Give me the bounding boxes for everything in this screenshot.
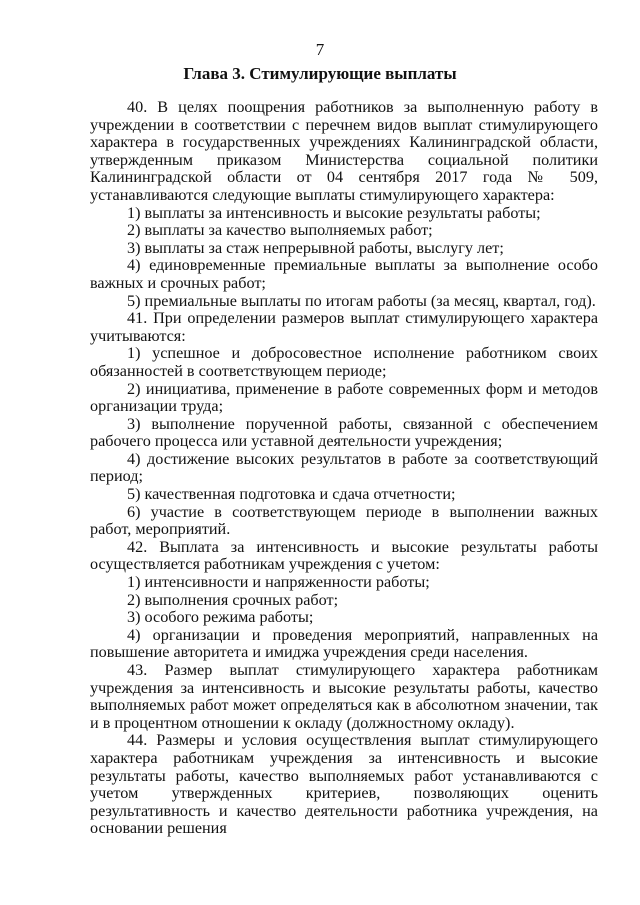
list-item-42-3: 3) особого режима работы; xyxy=(127,608,314,627)
paragraph-41: 41. При определении размеров выплат стимулирующего характера учитываются: xyxy=(90,309,598,345)
list-item-41-4: 4) достижение высоких результатов в работе за соответствующий период; xyxy=(90,449,598,486)
list-item-41-3: 3) выполнение порученной работы, связанной с обеспечением рабочего процесса или уставной деятельности учреждения; xyxy=(90,414,598,451)
list-item-41-1: 1) успешное и добросовестное исполнение работником своих обязанностей в соответствующем периоде; xyxy=(90,344,598,380)
list-item-42-1: 1) интенсивности и напряженности работы; xyxy=(127,573,430,592)
paragraph-40: 40. В целях поощрения работников за выполненную работу в учреждении в соответствии с перечнем видов выплат стимулирующего характера в государственных учреждениях Калининградской области, утвержденным приказом Министерства социальной политики Калининградской области от 04 сентября 2017 года № 509, устанавливаются следующие выплаты стимулирующего характера: xyxy=(90,98,598,204)
list-item-41-6: 6) участие в соответствующем периоде в выполнении важных работ, мероприятий. xyxy=(90,502,598,539)
document-body xyxy=(90,99,598,838)
list-item-40-1: 1) выплаты за интенсивность и высокие результаты работы; xyxy=(127,203,541,222)
list-item-40-3: 3) выплаты за стаж непрерывной работы, выслугу лет; xyxy=(127,238,504,257)
chapter-title: Глава 3. Стимулирующие выплаты xyxy=(183,64,457,83)
paragraph-44: 44. Размеры и условия осуществления выплат стимулирующего характера работникам учреждения за интенсивность и высокие результаты работы, качество выполняемых работ устанавливаются с учетом утвержденных критериев, позволяющих оценить результативность и качество деятельности работника учреждения, на основании решения xyxy=(90,731,598,838)
list-item-40-4: 4) единовременные премиальные выплаты за выполнение особо важных и срочных работ; xyxy=(90,256,598,292)
list-item-40-5: 5) премиальные выплаты по итогам работы (за месяц, квартал, год). xyxy=(127,291,596,310)
list-item-42-4: 4) организации и проведения мероприятий, направленных на повышение авторитета и имиджа учреждения среди населения. xyxy=(90,625,598,662)
page-number: 7 xyxy=(315,40,325,59)
paragraph-43: 43. Размер выплат стимулирующего характера работникам учреждения за интенсивность и высокие результаты работы, качество выполняемых работ может определяться как в абсолютном значении, так и в процентном отношении к окладу (должностному окладу). xyxy=(90,661,598,732)
list-item-41-5: 5) качественная подготовка и сдача отчетности; xyxy=(127,485,456,504)
list-item-41-2: 2) инициатива, применение в работе современных форм и методов организации труда; xyxy=(90,379,598,416)
list-item-40-2: 2) выплаты за качество выполняемых работ; xyxy=(127,221,433,240)
paragraph-42: 42. Выплата за интенсивность и высокие результаты работы осуществляется работникам учреждения с учетом: xyxy=(90,537,598,574)
list-item-42-2: 2) выполнения срочных работ; xyxy=(127,590,339,609)
